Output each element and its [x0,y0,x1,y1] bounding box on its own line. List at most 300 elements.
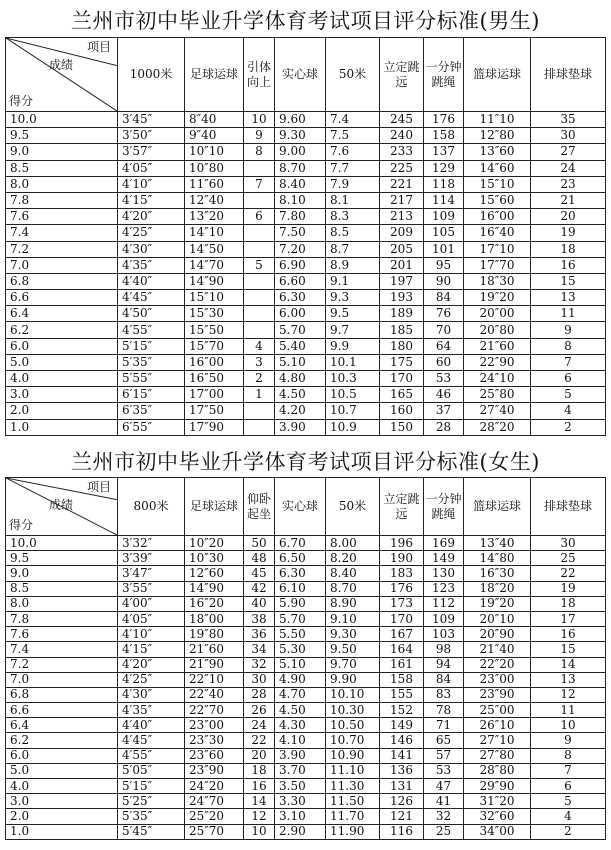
score-cell: 7.6 [6,627,118,642]
table-row [6,794,606,809]
value-cell: 4′00″ [118,596,185,611]
table-row [6,290,606,306]
value-cell: 19″20 [464,290,531,306]
col-header-basketball: 篮球运球 [464,38,531,112]
value-cell: 14″50 [185,241,244,257]
value-cell: 6.90 [275,257,326,273]
value-cell: 16 [244,779,275,794]
value-cell [244,419,275,435]
value-cell: 9.5 [326,306,380,322]
score-cell: 8.0 [6,596,118,611]
value-cell: 23 [531,176,606,192]
value-cell: 14″90 [185,273,244,289]
value-cell: 13 [531,672,606,687]
value-cell: 233 [380,144,424,160]
value-cell: 30 [531,536,606,551]
score-cell: 4.0 [6,779,118,794]
value-cell: 8.40 [326,566,380,581]
male-table-title: 兰州市初中毕业升学体育考试项目评分标准(男生) [71,9,540,33]
value-cell: 5′35″ [118,809,185,824]
value-cell: 18 [531,596,606,611]
value-cell: 83 [424,687,464,702]
value-cell: 95 [424,257,464,273]
value-cell: 4 [531,403,606,419]
value-cell: 5′15″ [118,779,185,794]
value-cell: 4′50″ [118,306,185,322]
score-cell: 6.0 [6,338,118,354]
value-cell: 27″10 [464,733,531,748]
value-cell: 161 [380,657,424,672]
value-cell: 152 [380,703,424,718]
table-row [6,144,606,160]
female-score-table [5,477,606,840]
value-cell: 8 [531,338,606,354]
value-cell: 10.30 [326,703,380,718]
value-cell: 6.50 [275,551,326,566]
value-cell: 3′50″ [118,128,185,144]
score-cell: 9.5 [6,551,118,566]
value-cell: 27″40 [464,403,531,419]
table-row [6,112,606,128]
value-cell: 23″30 [185,733,244,748]
col-header-rope: 一分钟跳绳 [424,38,464,112]
score-cell: 6.8 [6,687,118,702]
value-cell: 13″20 [185,209,244,225]
score-cell: 7.0 [6,672,118,687]
value-cell: 28 [424,419,464,435]
table-row [6,657,606,672]
value-cell: 40 [244,596,275,611]
value-cell: 8 [244,144,275,160]
value-cell: 21 [531,192,606,208]
value-cell: 2 [531,419,606,435]
value-cell: 32 [244,657,275,672]
value-cell: 209 [380,225,424,241]
value-cell: 5′45″ [118,824,185,839]
score-cell: 7.2 [6,241,118,257]
value-cell: 136 [380,763,424,778]
score-cell: 6.2 [6,733,118,748]
value-cell: 9.7 [326,322,380,338]
value-cell: 4.10 [275,733,326,748]
value-cell: 4′45″ [118,733,185,748]
score-cell: 7.0 [6,257,118,273]
value-cell: 170 [380,371,424,387]
value-cell: 189 [380,306,424,322]
value-cell: 28″80 [464,763,531,778]
value-cell: 7.7 [326,160,380,176]
value-cell: 4′10″ [118,176,185,192]
value-cell: 8 [531,748,606,763]
score-cell: 9.0 [6,566,118,581]
value-cell: 46 [424,387,464,403]
value-cell: 123 [424,581,464,596]
value-cell: 23″90 [464,687,531,702]
value-cell: 137 [424,144,464,160]
col-header-800m: 800米 [118,478,185,536]
value-cell: 14″90 [185,581,244,596]
value-cell: 8.5 [326,225,380,241]
value-cell: 16″00 [185,354,244,370]
value-cell: 14″80 [464,551,531,566]
value-cell: 17 [531,611,606,626]
table-row [6,354,606,370]
value-cell: 17″50 [185,403,244,419]
value-cell: 8.70 [275,160,326,176]
value-cell: 4 [244,338,275,354]
value-cell: 9.9 [326,338,380,354]
value-cell: 10.1 [326,354,380,370]
value-cell: 9.1 [326,273,380,289]
score-cell: 3.0 [6,387,118,403]
value-cell: 4′35″ [118,257,185,273]
value-cell: 23″00 [464,672,531,687]
value-cell: 131 [380,779,424,794]
value-cell: 4′20″ [118,657,185,672]
female-table-body [6,478,606,840]
score-cell: 8.0 [6,176,118,192]
value-cell: 20″00 [464,306,531,322]
value-cell: 240 [380,128,424,144]
value-cell: 13 [531,290,606,306]
value-cell: 9″40 [185,128,244,144]
table-row [6,763,606,778]
value-cell: 25″70 [185,824,244,839]
value-cell: 175 [380,354,424,370]
value-cell: 176 [380,581,424,596]
value-cell: 190 [380,551,424,566]
value-cell: 11.30 [326,779,380,794]
value-cell: 3.70 [275,763,326,778]
value-cell: 27″80 [464,748,531,763]
value-cell: 13″60 [464,144,531,160]
value-cell: 21″40 [464,642,531,657]
value-cell: 158 [424,128,464,144]
score-cell: 1.0 [6,824,118,839]
value-cell: 3.50 [275,779,326,794]
value-cell: 130 [424,566,464,581]
value-cell: 9 [531,733,606,748]
value-cell: 5.30 [275,642,326,657]
value-cell: 20″10 [464,611,531,626]
table-row [6,642,606,657]
table-row [6,176,606,192]
value-cell: 29″90 [464,779,531,794]
value-cell: 12″80 [464,128,531,144]
value-cell: 15″60 [464,192,531,208]
value-cell: 4.30 [275,718,326,733]
value-cell: 164 [380,642,424,657]
value-cell: 34 [244,642,275,657]
value-cell: 180 [380,338,424,354]
score-cell: 5.0 [6,354,118,370]
value-cell: 10″80 [185,160,244,176]
table-row [6,779,606,794]
value-cell: 12″60 [185,566,244,581]
value-cell: 8.9 [326,257,380,273]
value-cell [244,306,275,322]
score-cell: 1.0 [6,419,118,435]
value-cell [244,322,275,338]
score-cell: 2.0 [6,809,118,824]
value-cell: 5′35″ [118,354,185,370]
value-cell: 12 [244,809,275,824]
value-cell: 205 [380,241,424,257]
value-cell: 15″70 [185,338,244,354]
value-cell: 126 [380,794,424,809]
value-cell: 34″00 [464,824,531,839]
value-cell: 5 [244,257,275,273]
value-cell: 8.40 [275,176,326,192]
value-cell: 4′40″ [118,273,185,289]
value-cell: 6′55″ [118,419,185,435]
value-cell: 10.5 [326,387,380,403]
value-cell: 149 [380,718,424,733]
value-cell: 112 [424,596,464,611]
score-cell: 7.6 [6,209,118,225]
value-cell: 38 [244,611,275,626]
value-cell [244,225,275,241]
table-row [6,387,606,403]
col-header-football: 足球运球 [185,478,244,536]
table-row [6,687,606,702]
male-table-body [6,38,606,436]
value-cell: 221 [380,176,424,192]
value-cell: 17″90 [185,419,244,435]
value-cell: 19″80 [185,627,244,642]
score-cell: 6.0 [6,748,118,763]
value-cell: 78 [424,703,464,718]
value-cell: 90 [424,273,464,289]
score-cell: 6.6 [6,290,118,306]
value-cell: 3 [244,354,275,370]
value-cell: 21″90 [185,657,244,672]
value-cell: 65 [424,733,464,748]
value-cell: 47 [424,779,464,794]
value-cell: 17″00 [185,387,244,403]
value-cell: 9.60 [275,112,326,128]
value-cell: 7.5 [326,128,380,144]
value-cell: 22″10 [185,672,244,687]
table-row [6,128,606,144]
value-cell: 11.70 [326,809,380,824]
value-cell: 6.30 [275,290,326,306]
value-cell: 5.10 [275,354,326,370]
value-cell: 170 [380,611,424,626]
value-cell: 18″20 [464,581,531,596]
value-cell: 19 [531,225,606,241]
score-cell: 10.0 [6,112,118,128]
value-cell: 4′40″ [118,718,185,733]
value-cell: 4′25″ [118,225,185,241]
value-cell: 6 [531,371,606,387]
value-cell: 16″50 [185,371,244,387]
value-cell: 57 [424,748,464,763]
col-header-situp: 仰卧起坐 [244,478,275,536]
value-cell: 213 [380,209,424,225]
value-cell: 169 [424,536,464,551]
value-cell: 5.90 [275,596,326,611]
value-cell: 71 [424,718,464,733]
value-cell: 5′25″ [118,794,185,809]
value-cell: 21″60 [464,338,531,354]
value-cell: 16″40 [464,225,531,241]
col-header-pullup: 引体向上 [244,38,275,112]
value-cell: 48 [244,551,275,566]
value-cell: 53 [424,371,464,387]
score-cell: 7.4 [6,642,118,657]
value-cell: 109 [424,209,464,225]
value-cell: 6′15″ [118,387,185,403]
value-cell: 19 [531,581,606,596]
value-cell: 10.70 [326,733,380,748]
table-row [6,627,606,642]
table-row [6,536,606,551]
col-header-long-jump: 立定跳远 [380,38,424,112]
value-cell: 16″00 [464,209,531,225]
value-cell: 8.20 [326,551,380,566]
col-header-long-jump: 立定跳远 [380,478,424,536]
value-cell: 4′15″ [118,192,185,208]
value-cell: 11″60 [185,176,244,192]
score-cell: 5.0 [6,763,118,778]
value-cell: 5.70 [275,611,326,626]
value-cell: 118 [424,176,464,192]
score-cell: 6.8 [6,273,118,289]
value-cell: 160 [380,403,424,419]
value-cell: 11″10 [464,112,531,128]
value-cell: 5′15″ [118,338,185,354]
male-score-table [5,37,606,436]
value-cell: 109 [424,611,464,626]
value-cell: 121 [380,809,424,824]
score-cell: 7.8 [6,611,118,626]
value-cell: 18 [531,241,606,257]
value-cell: 22″70 [185,703,244,718]
value-cell: 8.7 [326,241,380,257]
col-header-1000m: 1000米 [118,38,185,112]
value-cell: 98 [424,642,464,657]
score-cell: 8.5 [6,581,118,596]
value-cell: 23″00 [185,718,244,733]
value-cell [244,290,275,306]
table-row [6,192,606,208]
value-cell: 176 [424,112,464,128]
value-cell: 50 [244,536,275,551]
value-cell: 158 [380,672,424,687]
value-cell: 1 [244,387,275,403]
value-cell: 84 [424,290,464,306]
value-cell: 8.70 [326,581,380,596]
table-row [6,551,606,566]
value-cell: 3′45″ [118,112,185,128]
value-cell: 8″40 [185,112,244,128]
value-cell: 173 [380,596,424,611]
value-cell: 4′15″ [118,642,185,657]
value-cell: 64 [424,338,464,354]
value-cell: 24″20 [185,779,244,794]
value-cell: 141 [380,748,424,763]
value-cell [244,160,275,176]
table-row [6,160,606,176]
table-row [6,257,606,273]
value-cell: 18″30 [464,273,531,289]
table-row [6,824,606,839]
value-cell: 5.10 [275,657,326,672]
value-cell: 6.70 [275,536,326,551]
value-cell: 10.7 [326,403,380,419]
value-cell: 5.50 [275,627,326,642]
value-cell: 2.90 [275,824,326,839]
value-cell: 41 [424,794,464,809]
score-cell: 9.5 [6,128,118,144]
value-cell: 4′45″ [118,290,185,306]
value-cell: 10″10 [185,144,244,160]
value-cell: 10.50 [326,718,380,733]
value-cell: 4′55″ [118,748,185,763]
value-cell: 94 [424,657,464,672]
value-cell: 11.50 [326,794,380,809]
score-cell: 10.0 [6,536,118,551]
value-cell: 3.90 [275,419,326,435]
table-row [6,225,606,241]
corner-item-label: 项目 [86,40,111,54]
value-cell: 15″10 [185,290,244,306]
table-row [6,703,606,718]
value-cell: 20 [531,209,606,225]
value-cell: 16″20 [185,596,244,611]
value-cell: 9.70 [326,657,380,672]
value-cell: 15″50 [185,322,244,338]
score-cell: 7.2 [6,657,118,672]
value-cell: 19″20 [464,596,531,611]
table-row [6,209,606,225]
value-cell: 37 [424,403,464,419]
value-cell: 76 [424,306,464,322]
value-cell: 13″40 [464,536,531,551]
value-cell: 3′47″ [118,566,185,581]
value-cell: 103 [424,627,464,642]
male-corner-cell [6,38,118,112]
corner-metric-label: 成绩 [48,58,73,72]
value-cell: 3.90 [275,748,326,763]
value-cell: 183 [380,566,424,581]
value-cell: 16 [531,257,606,273]
value-cell: 196 [380,536,424,551]
value-cell: 7.4 [326,112,380,128]
value-cell: 114 [424,192,464,208]
value-cell: 3.10 [275,809,326,824]
col-header-volleyball: 排球垫球 [531,38,606,112]
value-cell: 14 [244,794,275,809]
value-cell: 7.50 [275,225,326,241]
table-row [6,566,606,581]
value-cell: 30 [244,672,275,687]
value-cell: 8.1 [326,192,380,208]
value-cell: 10″30 [185,551,244,566]
value-cell: 155 [380,687,424,702]
value-cell: 10.90 [326,748,380,763]
value-cell: 9.90 [326,672,380,687]
value-cell: 4′55″ [118,322,185,338]
table-row [6,273,606,289]
value-cell: 3′32″ [118,536,185,551]
value-cell: 10 [244,824,275,839]
table-row [6,403,606,419]
value-cell: 10 [244,112,275,128]
value-cell: 9 [531,322,606,338]
value-cell: 9.10 [326,611,380,626]
